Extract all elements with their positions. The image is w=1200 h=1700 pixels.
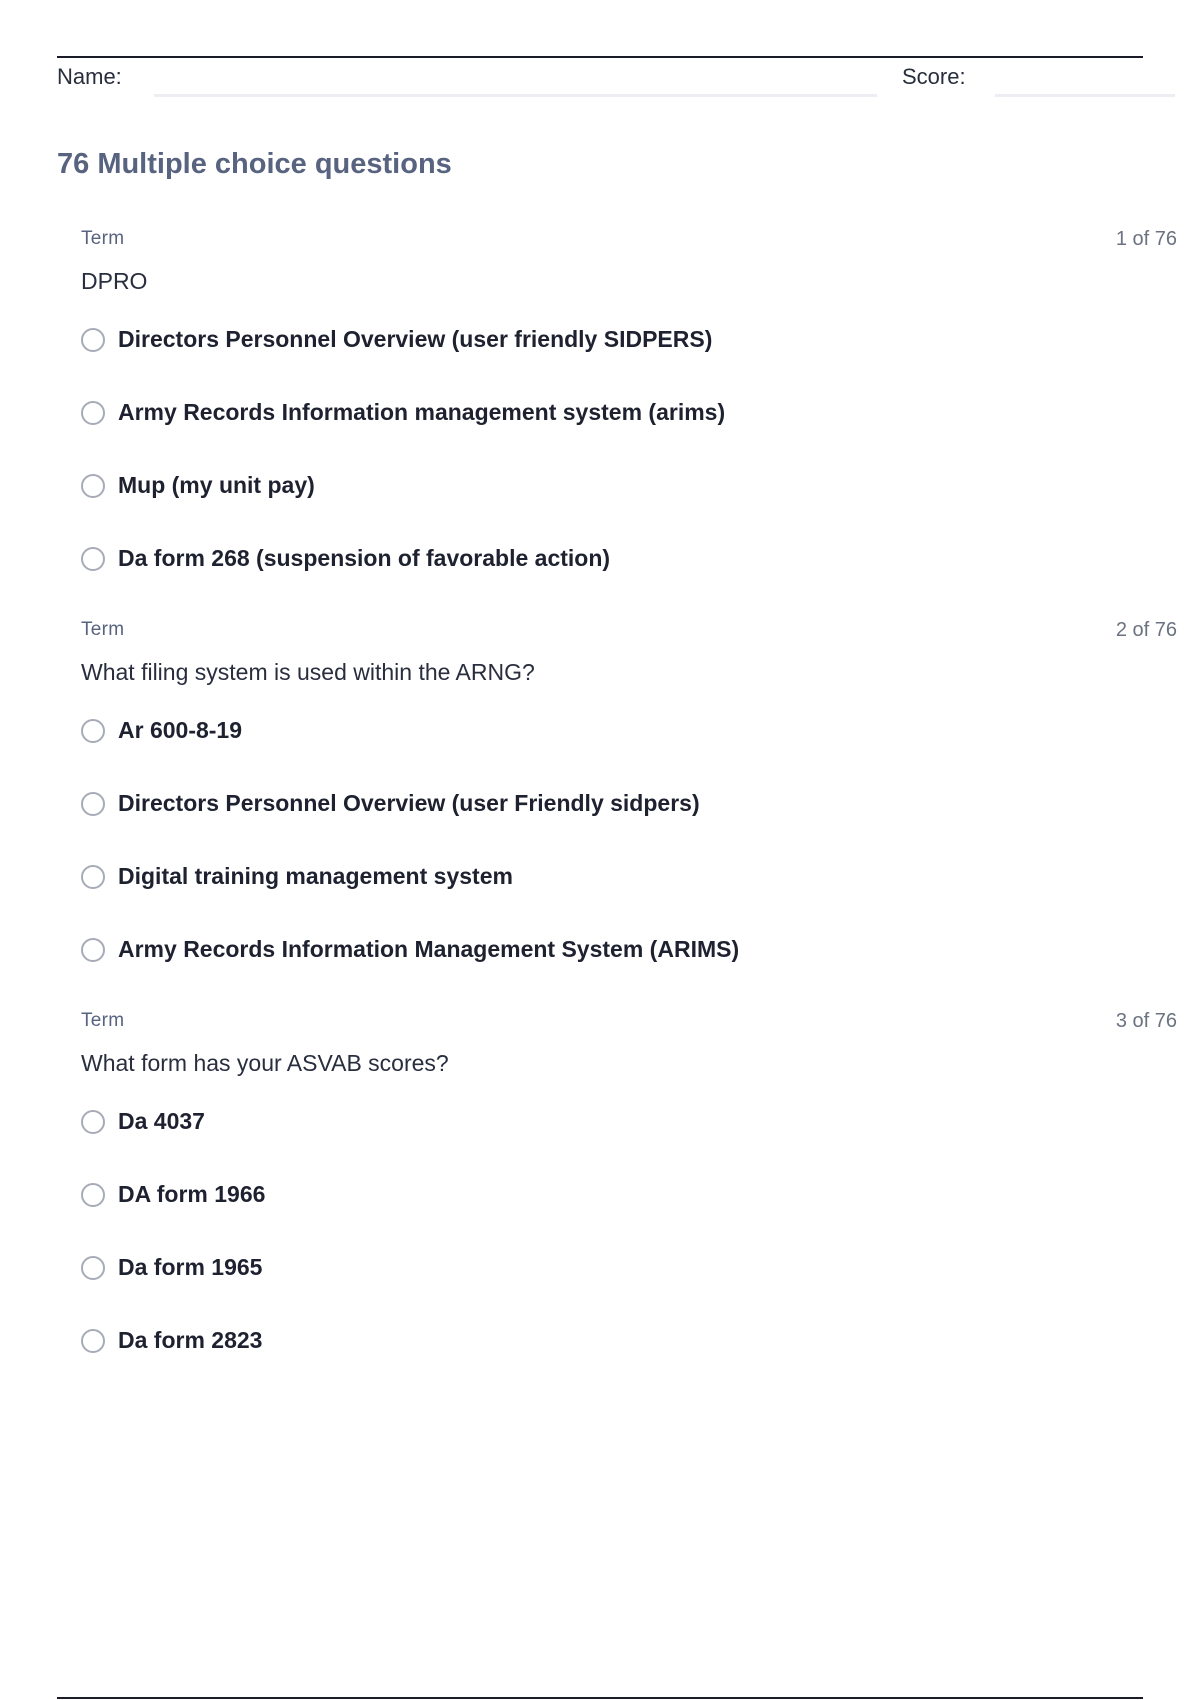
question-header (81, 609, 1177, 641)
answer-option[interactable] (81, 1250, 1081, 1323)
answer-text: Da form 268 (suspension of favorable action) (118, 545, 611, 571)
answer-option[interactable] (81, 786, 1081, 859)
answer-option[interactable] (81, 1323, 1081, 1396)
answer-option[interactable] (81, 1104, 1081, 1177)
radio-button[interactable] (81, 792, 105, 816)
score-label: Score: (902, 64, 966, 89)
answer-text: Army Records Information management system (arims) (118, 399, 726, 425)
question-card (81, 609, 1177, 1000)
radio-button[interactable] (81, 1183, 105, 1207)
bottom-rule (57, 1697, 1143, 1699)
name-label: Name: (57, 64, 122, 89)
question-prompt: DPRO (81, 268, 148, 294)
answer-text: Mup (my unit pay) (118, 472, 315, 498)
top-rule (57, 56, 1143, 58)
answer-text: DA form 1966 (118, 1181, 266, 1207)
answer-option[interactable] (81, 468, 1081, 541)
answer-option[interactable] (81, 395, 1081, 468)
answer-text: Army Records Information Management System (ARIMS) (118, 936, 740, 962)
score-field[interactable] (995, 94, 1175, 97)
question-card (81, 1000, 1177, 1391)
radio-button[interactable] (81, 1110, 105, 1134)
header-fields (57, 62, 1177, 102)
question-header (81, 1000, 1177, 1032)
question-counter: 3 of 76 (1115, 1010, 1177, 1032)
answer-text: Da 4037 (118, 1108, 205, 1134)
radio-button[interactable] (81, 1256, 105, 1280)
question-prompt: What filing system is used within the ARNG? (81, 659, 535, 685)
radio-button[interactable] (81, 865, 105, 889)
answer-text: Da form 2823 (118, 1327, 263, 1353)
question-counter: 2 of 76 (1115, 619, 1177, 641)
term-label: Term (81, 619, 125, 640)
term-label: Term (81, 1010, 125, 1031)
answer-option[interactable] (81, 932, 1081, 1005)
section-title: 76 Multiple choice questions (57, 148, 452, 180)
radio-button[interactable] (81, 474, 105, 498)
radio-button[interactable] (81, 719, 105, 743)
radio-button[interactable] (81, 547, 105, 571)
name-field[interactable] (154, 94, 877, 97)
answer-option[interactable] (81, 1177, 1081, 1250)
answer-text: Directors Personnel Overview (user friendly SIDPERS) (118, 326, 713, 352)
question-counter: 1 of 76 (1115, 228, 1177, 250)
answer-options (81, 322, 1081, 614)
answer-option[interactable] (81, 713, 1081, 786)
radio-button[interactable] (81, 328, 105, 352)
answer-option[interactable] (81, 322, 1081, 395)
answer-text: Directors Personnel Overview (user Friendly sidpers) (118, 790, 700, 816)
radio-button[interactable] (81, 1329, 105, 1353)
question-prompt: What form has your ASVAB scores? (81, 1050, 449, 1076)
answer-options (81, 713, 1081, 1005)
radio-button[interactable] (81, 938, 105, 962)
answer-text: Ar 600-8-19 (118, 717, 243, 743)
radio-button[interactable] (81, 401, 105, 425)
answer-text: Da form 1965 (118, 1254, 263, 1280)
question-card (81, 218, 1177, 609)
answer-option[interactable] (81, 859, 1081, 932)
question-header (81, 218, 1177, 250)
term-label: Term (81, 228, 125, 249)
answer-text: Digital training management system (118, 863, 513, 889)
answer-options (81, 1104, 1081, 1396)
answer-option[interactable] (81, 541, 1081, 614)
question-list (57, 218, 1177, 1391)
